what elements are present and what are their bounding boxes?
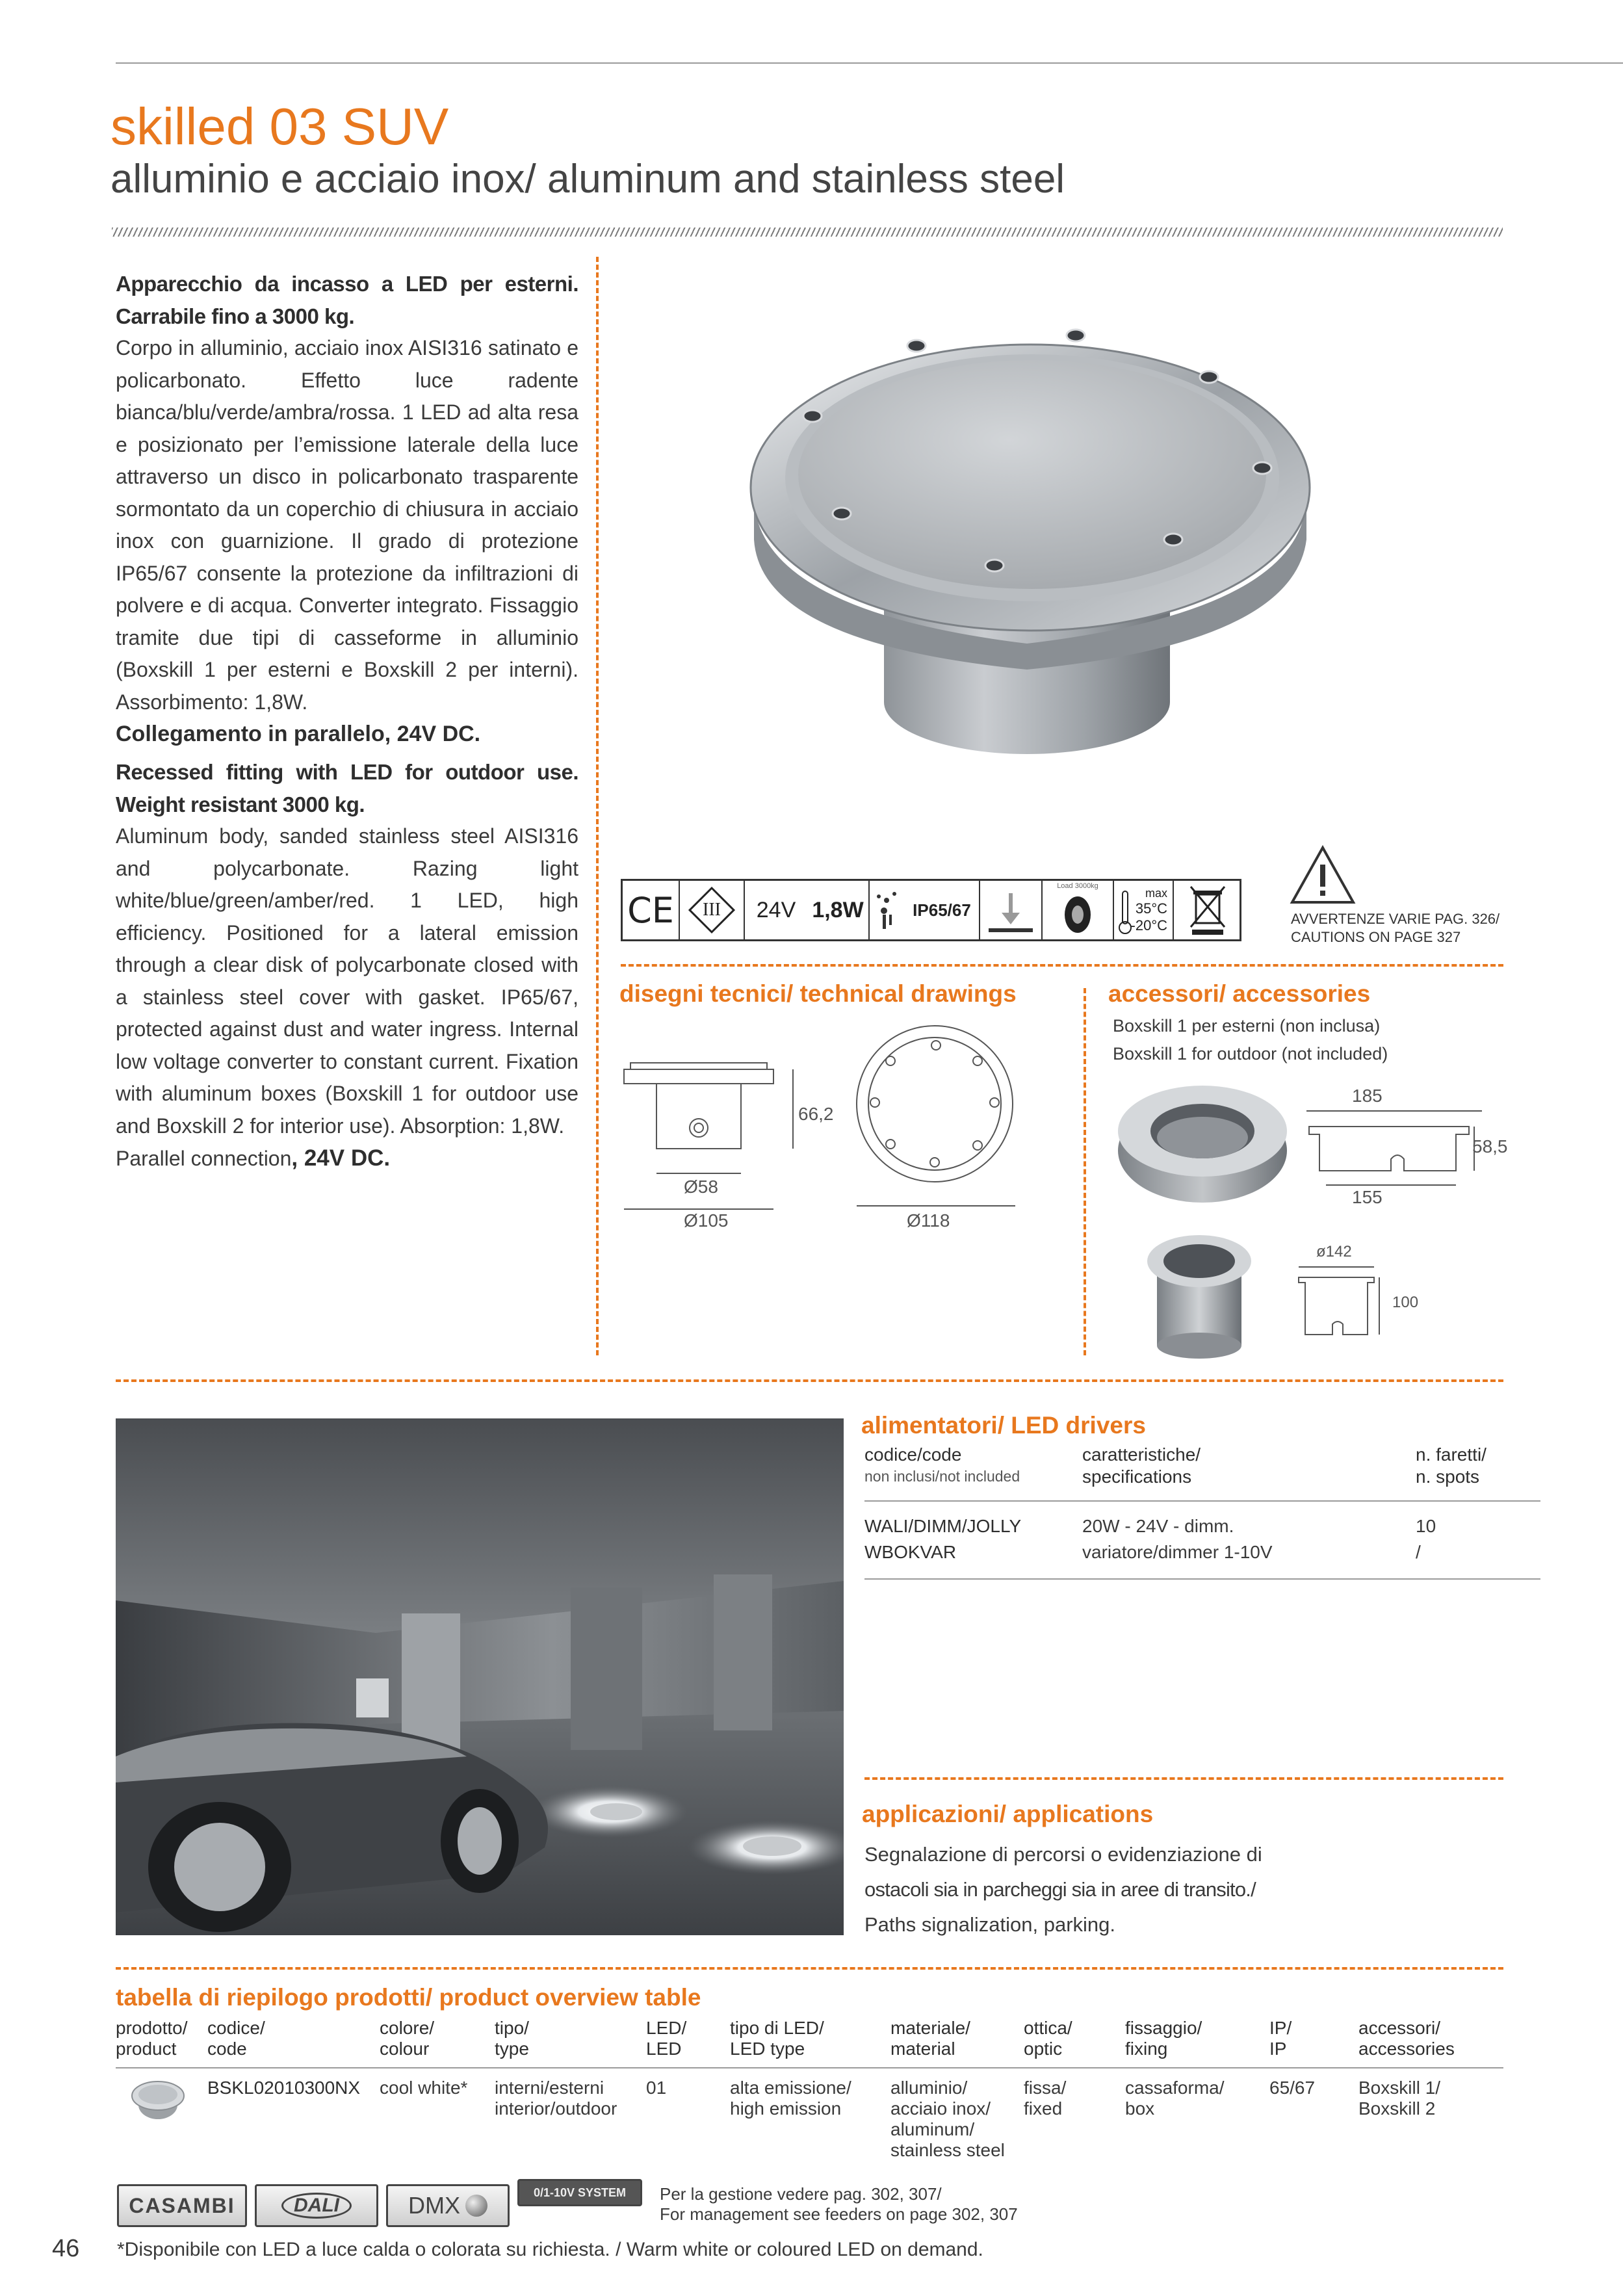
dim-outer-diameter: Ø105	[684, 1210, 729, 1231]
overview-header-rule	[116, 2067, 1503, 2068]
description-it-lead: Apparecchio da incasso a LED per esterni. Carrabile fino a 3000 kg.	[116, 272, 578, 328]
col-head-text: tipo di LED/	[730, 2018, 824, 2038]
drivers-col-spots-head-2: n. spots	[1416, 1467, 1480, 1487]
row-text: Boxskill 2	[1358, 2098, 1436, 2119]
voltage-label: 24V	[756, 897, 796, 922]
led-icon	[870, 881, 905, 939]
col-head-type	[495, 2018, 529, 2059]
drivers-header-rule	[864, 1500, 1540, 1502]
temp-max-value: 35°C	[1135, 900, 1167, 917]
page-subtitle: alluminio e acciaio inox/ aluminum and stainless steel	[110, 157, 1065, 202]
warning-text	[1291, 910, 1500, 946]
col-head-material	[890, 2018, 970, 2059]
dmx-logo-text: DMX	[408, 2192, 460, 2219]
cover-screw	[907, 340, 926, 352]
col-head-led-type	[730, 2018, 824, 2059]
led-bulb-icon	[872, 887, 902, 933]
thermometer-icon	[1118, 890, 1132, 935]
dali-logo-text: DALI	[281, 2193, 352, 2219]
class-iii-icon	[680, 881, 745, 939]
cover-screw	[833, 508, 851, 519]
dali-logo	[255, 2184, 378, 2227]
row-text: fixed	[1024, 2098, 1063, 2119]
col-head-product	[116, 2018, 188, 2059]
casambi-logo	[117, 2184, 247, 2227]
drivers-col-spec-head-2: specifications	[1082, 1467, 1192, 1487]
drivers-bottom-rule	[864, 1578, 1540, 1580]
row-type	[495, 2078, 617, 2119]
row-text: alta emissione/	[730, 2078, 851, 2098]
col-head-text: colore/	[380, 2018, 435, 2038]
col-head-text: ottica/	[1024, 2018, 1072, 2038]
row-ip: 65/67	[1269, 2078, 1316, 2098]
col-head-text: fissaggio/	[1125, 2018, 1202, 2038]
applications-divider	[864, 1777, 1503, 1780]
technical-drawing-top	[845, 1021, 1027, 1216]
overview-title: tabella di riepilogo prodotti/ product overview table	[116, 1984, 701, 2011]
driver-spots: 10	[1416, 1516, 1436, 1536]
row-material	[890, 2078, 1005, 2161]
overview-divider	[116, 1967, 1503, 1970]
load-icon	[1043, 881, 1114, 939]
col-head-text: product	[116, 2039, 177, 2059]
driver-spec: 20W - 24V - dimm.	[1082, 1516, 1234, 1536]
row-text: box	[1125, 2098, 1155, 2119]
ce-mark-label: CE	[627, 889, 674, 931]
col-head-code	[207, 2018, 265, 2059]
row-led: 01	[646, 2078, 667, 2098]
boxskill-1-drawing	[1300, 1108, 1488, 1193]
accessories-line-2: Boxskill 1 for outdoor (not included)	[1113, 1044, 1388, 1063]
col-head-text: fixing	[1125, 2039, 1168, 2059]
applications-title: applicazioni/ applications	[862, 1801, 1154, 1827]
dim-inner-diameter: Ø58	[684, 1177, 718, 1197]
footer-note: *Disponibile con LED a luce calda o colorata su richiesta. / Warm white or coloured LED on demand.	[117, 2239, 983, 2260]
description-en-body: Aluminum body, sanded stainless steel AISI316 and polycarbonate. Razing light white/blue/green/amber/red. 1 LED, high efficiency. Positioned for a lateral emission through a clear disk of polycarbonate closed with a stainless steel cover with gasket. IP65/67, protected against dust and water ingress. Internal low voltage converter to constant current. Fixation with aluminum boxes (Boxskill 1 for outdoor use and Boxskill 2 for interior use). Absorption: 1,8W.	[116, 824, 578, 1138]
boxskill-1-photo	[1111, 1079, 1293, 1216]
row-text: aluminum/	[890, 2119, 975, 2139]
acc-dim-height-2: 100	[1392, 1294, 1419, 1311]
description-en-connection	[116, 1142, 578, 1175]
top-rule	[116, 62, 1623, 64]
icons-divider	[621, 964, 1503, 967]
row-text: high emission	[730, 2098, 842, 2119]
drivers-col-spec-head: caratteristiche/	[1082, 1444, 1201, 1465]
weee-icon	[1174, 881, 1241, 939]
col-head-text: IP	[1269, 2039, 1287, 2059]
drivers-col-code-sub: non inclusi/not included	[864, 1468, 1020, 1485]
row-optic	[1024, 2078, 1066, 2119]
acc-dim-diameter-2: ø142	[1316, 1243, 1352, 1260]
tyre-icon	[1058, 886, 1097, 934]
col-head-text: accessori/	[1358, 2018, 1441, 2038]
temp-max-label: max	[1145, 886, 1167, 900]
row-text: cassaforma/	[1125, 2078, 1225, 2098]
applications-text	[864, 1837, 1262, 1942]
application-photo-garage	[116, 1418, 844, 1935]
casambi-logo-text: CASAMBI	[129, 2193, 235, 2217]
product-photo	[721, 306, 1358, 839]
col-head-text: LED/	[646, 2018, 687, 2038]
row-text: Boxskill 1/	[1358, 2078, 1441, 2098]
recessed-icon	[980, 881, 1043, 939]
row-text: stainless steel	[890, 2140, 1005, 2160]
col-head-led	[646, 2018, 686, 2059]
cover-screw	[1164, 534, 1182, 545]
description-en-lead: Recessed fitting with LED for outdoor use. Weight resistant 3000 kg.	[116, 760, 578, 816]
col-head-text: IP/	[1269, 2018, 1292, 2038]
row-text: alluminio/	[890, 2078, 968, 2098]
accessories-line-1: Boxskill 1 per esterni (non inclusa)	[1113, 1016, 1381, 1036]
power-label: 1,8W	[807, 881, 870, 939]
connection-suffix: , 24V DC.	[291, 1145, 391, 1171]
drivers-title: alimentatori/ LED drivers	[861, 1412, 1146, 1439]
col-head-text: materiale/	[890, 2018, 970, 2038]
driver-code: WALI/DIMM/JOLLY	[864, 1516, 1022, 1536]
cover-screw	[803, 410, 822, 422]
management-line-1: Per la gestione vedere pag. 302, 307/	[660, 2184, 942, 2204]
boxskill-2-drawing	[1293, 1264, 1384, 1349]
col-head-text: prodotto/	[116, 2018, 188, 2038]
drivers-col-code-head: codice/code	[864, 1444, 962, 1465]
drawings-title: disegni tecnici/ technical drawings	[619, 980, 1017, 1007]
cover-screw	[985, 560, 1004, 571]
description-english	[116, 756, 578, 1175]
technical-drawing-side	[617, 1024, 851, 1225]
drivers-row	[864, 1516, 1540, 1539]
applications-line-1: Segnalazione di percorsi o evidenziazione di	[864, 1843, 1262, 1866]
cover-screw	[1200, 371, 1218, 383]
v010-logo	[517, 2179, 642, 2206]
col-head-optic	[1024, 2018, 1072, 2059]
col-head-ip	[1269, 2018, 1292, 2059]
row-led-type	[730, 2078, 851, 2119]
management-note	[660, 2184, 1018, 2224]
recessed-arrow-icon	[985, 884, 1037, 936]
class-iii-label: III	[703, 900, 721, 920]
col-head-text: codice/	[207, 2018, 265, 2038]
acc-dim-height: 58,5	[1472, 1136, 1508, 1156]
v010-logo-text: 0/1-10V SYSTEM	[533, 2185, 627, 2199]
cover-screw	[1253, 462, 1271, 474]
management-line-2: For management see feeders on page 302, 307	[660, 2204, 1018, 2224]
row-text: acciaio inox/	[890, 2098, 991, 2119]
col-head-text: tipo/	[495, 2018, 529, 2038]
col-head-text: LED type	[730, 2039, 805, 2059]
ip-rating-label: IP65/67	[905, 881, 980, 939]
warning-line-1: AVVERTENZE VARIE PAG. 326/	[1291, 911, 1500, 927]
driver-spec: variatore/dimmer 1-10V	[1082, 1542, 1273, 1562]
col-head-text: material	[890, 2039, 955, 2059]
row-code: BSKL02010300NX	[207, 2078, 361, 2098]
col-head-text: optic	[1024, 2039, 1063, 2059]
middle-vertical-divider	[1084, 988, 1086, 1355]
page-number: 46	[52, 2235, 80, 2262]
col-head-colour	[380, 2018, 434, 2059]
dim-top-diameter: Ø118	[907, 1210, 950, 1231]
ce-mark-icon	[623, 881, 680, 939]
driver-code: WBOKVAR	[864, 1542, 957, 1562]
col-head-text: LED	[646, 2039, 682, 2059]
page-title: skilled 03 SUV	[110, 98, 449, 155]
applications-line-2: ostacoli sia in parcheggi sia in aree di transito./	[864, 1878, 1256, 1901]
col-head-text: code	[207, 2039, 247, 2059]
accessories-title: accessori/ accessories	[1108, 980, 1371, 1007]
acc-dim-bottom: 155	[1352, 1187, 1383, 1207]
load-label: Load 3000kg	[1057, 882, 1098, 890]
overview-row	[116, 2071, 1503, 2162]
drivers-row	[864, 1542, 1540, 1565]
dmx-logo	[386, 2184, 510, 2227]
col-head-text: type	[495, 2039, 529, 2059]
description-italian	[116, 268, 578, 751]
boxskill-2-photo	[1144, 1229, 1254, 1359]
product-cover-cap	[798, 360, 1266, 589]
description-it-body: Corpo in alluminio, acciaio inox AISI316 satinato e policarbonato. Effetto luce radente bianca/blu/verde/ambra/rossa. 1 LED ad alta resa e posizionato per l’emissione laterale della luce attraverso un disco in policarbonato trasparente sormontato da un coperchio di chiusura in acciaio inox con guarnizione. Il grado di protezione IP65/67 consente la protezione da infiltrazioni di polvere e di acqua. Converter integrato. Fissaggio tramite due tipi di casseforme in alluminio (Boxskill 1 per esterni e Boxskill 2 per interni). Assorbimento: 1,8W.	[116, 336, 578, 714]
connection-prefix: Parallel connection	[116, 1147, 292, 1170]
certification-strip	[621, 879, 1241, 941]
title-hatch-divider	[112, 228, 1503, 237]
row-text: interior/outdoor	[495, 2098, 617, 2119]
col-head-fixing	[1125, 2018, 1202, 2059]
row-text: interni/esterni	[495, 2078, 604, 2098]
acc-dim-width: 185	[1352, 1086, 1383, 1106]
crossed-bin-icon	[1187, 884, 1228, 936]
product-thumbnail	[129, 2076, 187, 2122]
driver-spots: /	[1416, 1542, 1421, 1562]
description-it-connection: Collegamento in parallelo, 24V DC.	[116, 722, 481, 746]
col-head-accessories	[1358, 2018, 1455, 2059]
col-head-text: accessories	[1358, 2039, 1455, 2059]
cover-screw	[1067, 330, 1085, 341]
col-head-text: colour	[380, 2039, 430, 2059]
drivers-col-spots-head: n. faretti/	[1416, 1444, 1487, 1465]
section-divider-1	[116, 1379, 1503, 1382]
row-colour: cool white*	[380, 2078, 468, 2098]
temperature-icon	[1114, 881, 1174, 939]
warning-line-2: CAUTIONS ON PAGE 327	[1291, 929, 1461, 945]
overview-table-header	[116, 2018, 1503, 2063]
applications-line-3: Paths signalization, parking.	[864, 1913, 1116, 1936]
dmx-globe-icon	[465, 2195, 487, 2217]
left-vertical-divider	[596, 257, 599, 1355]
dim-height: 66,2	[798, 1104, 834, 1124]
row-fixing	[1125, 2078, 1225, 2119]
warning-triangle-icon	[1290, 845, 1356, 905]
row-accessories	[1358, 2078, 1440, 2119]
row-text: fissa/	[1024, 2078, 1067, 2098]
temp-min-value: -20°C	[1130, 917, 1167, 933]
